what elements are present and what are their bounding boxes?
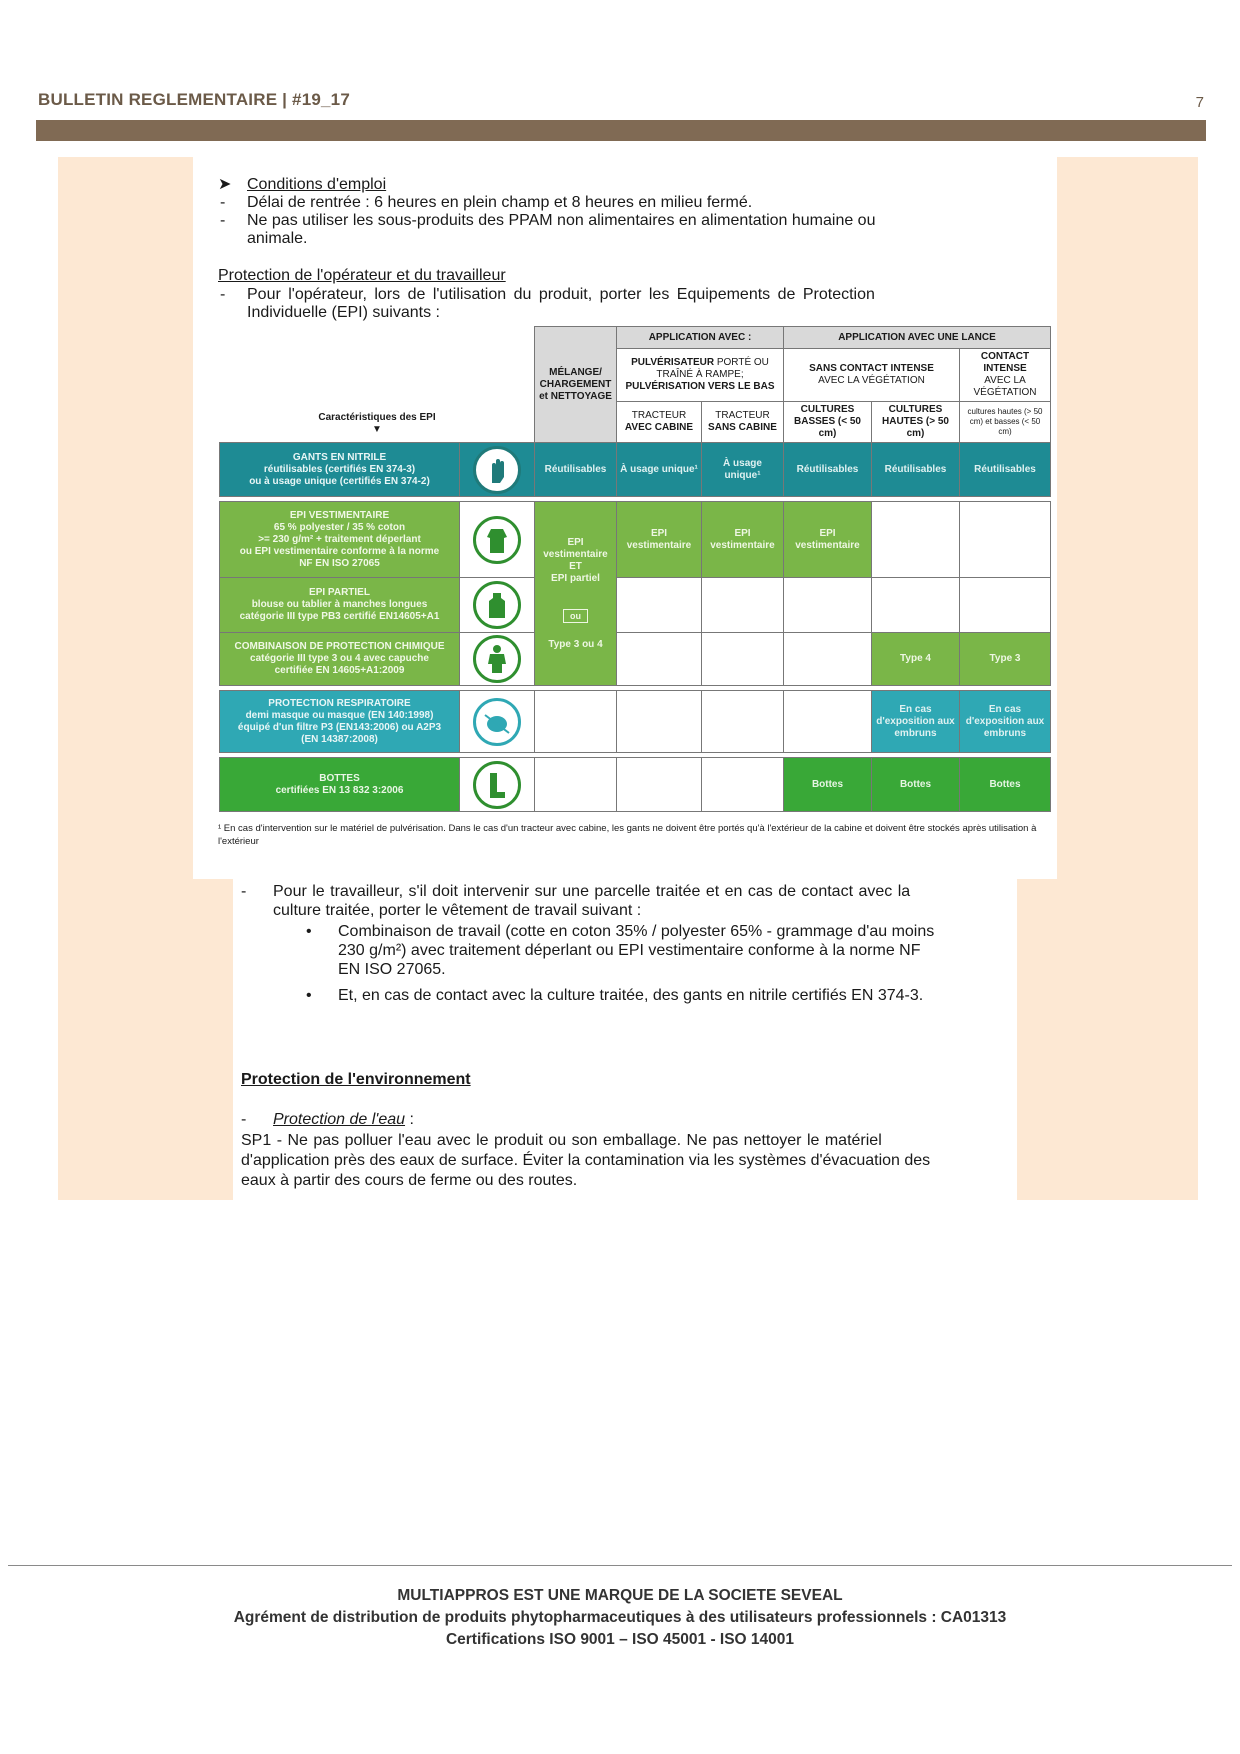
respiratoire-contact: En cas d'exposition aux embruns bbox=[960, 691, 1051, 753]
melange-et: ET bbox=[569, 560, 582, 572]
sp1-line-2: d'application près des eaux de surface. Éviter la contamination via les systèmes d'évacuation des bbox=[241, 1152, 931, 1169]
dash: - bbox=[220, 286, 226, 303]
contact-intense-text: AVEC LA VÉGÉTATION bbox=[973, 375, 1037, 398]
empty-cell bbox=[872, 578, 960, 633]
partiel-label-line: blouse ou tablier à manches longues bbox=[251, 599, 428, 610]
vestimentaire-label-line: EPI VESTIMENTAIRE bbox=[289, 509, 390, 521]
table-row-combinaison bbox=[220, 633, 1051, 686]
dash: - bbox=[241, 883, 247, 900]
gants-label-line: réutilisables (certifiés EN 374-3) bbox=[263, 463, 416, 475]
bullet-icon: • bbox=[306, 987, 312, 1004]
dash: - bbox=[241, 1111, 247, 1128]
conditions-item-2: Ne pas utiliser les sous-produits des PPAM non alimentaires en alimentation humaine ou bbox=[247, 212, 876, 229]
gants-melange: Réutilisables bbox=[535, 443, 617, 497]
travailleur-bullet-1-line-2: 230 g/m²) avec traitement déperlant ou EPI vestimentaire conforme à la norme NF bbox=[338, 942, 921, 959]
cultures-hautes-header: CULTURES HAUTES (> 50 cm) bbox=[872, 402, 960, 443]
travailleur-bullet-1-line-3: EN ISO 27065. bbox=[338, 961, 446, 978]
travailleur-bullet-2: Et, en cas de contact avec la culture traitée, des gants en nitrile certifiés EN 374-3. bbox=[338, 987, 924, 1004]
contact-intense-bold: CONTACT INTENSE bbox=[980, 351, 1030, 374]
vestimentaire-basses: EPI vestimentaire bbox=[784, 502, 872, 578]
vestimentaire-avec-cabine: EPI vestimentaire bbox=[617, 502, 702, 578]
melange-epi-partiel: EPI partiel bbox=[551, 572, 600, 584]
boots-icon bbox=[473, 761, 521, 809]
bottes-icon-cell bbox=[460, 758, 535, 812]
respiratoire-hautes: En cas d'exposition aux embruns bbox=[872, 691, 960, 753]
sans-cabine-header bbox=[702, 402, 784, 443]
sans-contact-header bbox=[784, 349, 960, 402]
corner-label: Caractéristiques des EPI bbox=[318, 412, 436, 423]
empty-cell bbox=[784, 578, 872, 633]
respiratoire-label-line: demi masque ou masque (EN 140:1998) bbox=[245, 709, 434, 721]
combinaison-icon-cell bbox=[460, 633, 535, 686]
footer-line-3: Certifications ISO 9001 – ISO 45001 - ISO 14001 bbox=[445, 1631, 795, 1648]
partiel-label-line: catégorie III type PB3 certifié EN14605+A1 bbox=[239, 611, 440, 622]
avec-cabine-header bbox=[617, 402, 702, 443]
melange-header: MÉLANGE/ CHARGEMENT et NETTOYAGE bbox=[535, 327, 617, 443]
gloves-icon bbox=[473, 446, 521, 494]
cultures-basses-header: CULTURES BASSES (< 50 cm) bbox=[784, 402, 872, 443]
sans-cabine-label: SANS CABINE bbox=[708, 422, 777, 433]
conditions-title: Conditions d'emploi bbox=[247, 176, 387, 193]
environnement-title: Protection de l'environnement bbox=[241, 1071, 471, 1088]
respiratoire-label-line: équipé d'un filtre P3 (EN143:2006) ou A2P3 bbox=[237, 721, 442, 733]
bullet-icon: • bbox=[306, 923, 312, 940]
apron-icon bbox=[473, 581, 521, 629]
empty-cell bbox=[702, 633, 784, 686]
melange-epi-vestimentaire: EPI vestimentaire bbox=[543, 536, 608, 560]
empty-cell bbox=[702, 758, 784, 812]
bottes-label bbox=[220, 758, 460, 812]
melange-type: Type 3 ou 4 bbox=[548, 638, 603, 650]
empty-cell bbox=[784, 691, 872, 753]
table-row-partiel bbox=[220, 578, 1051, 633]
travailleur-bullet-1-line-1: Combinaison de travail (cotte en coton 35% / polyester 65% - grammage d'au moins bbox=[338, 923, 935, 940]
gants-hautes: Réutilisables bbox=[872, 443, 960, 497]
operateur-intro-2: Individuelle (EPI) suivants : bbox=[247, 304, 440, 321]
empty-cell bbox=[960, 502, 1051, 578]
vestimentaire-label-line: >= 230 g/m² + traitement déperlant bbox=[258, 533, 421, 545]
respiratoire-label-line: PROTECTION RESPIRATOIRE bbox=[268, 697, 411, 709]
gants-avec-cabine: À usage unique¹ bbox=[617, 443, 702, 497]
table-row-bottes bbox=[220, 758, 1051, 812]
respiratoire-label-line: (EN 14387:2008) bbox=[301, 733, 378, 745]
gants-label-line: ou à usage unique (certifiés EN 374-2) bbox=[249, 475, 430, 487]
combinaison-label bbox=[220, 633, 460, 686]
dash: - bbox=[220, 212, 226, 229]
vestimentaire-label-line: 65 % polyester / 35 % coton bbox=[273, 521, 406, 533]
respiratoire-icon-cell bbox=[460, 691, 535, 753]
sans-contact-bold: SANS CONTACT INTENSE bbox=[809, 363, 934, 374]
empty-cell bbox=[872, 502, 960, 578]
combinaison-contact: Type 3 bbox=[960, 633, 1051, 686]
pulverisateur-text: PORTÉ OU TRAÎNÉ À RAMPE; bbox=[656, 357, 769, 380]
header-bar bbox=[36, 120, 1206, 141]
empty-cell bbox=[617, 578, 702, 633]
page-number: 7 bbox=[1195, 94, 1204, 111]
partiel-label-line: EPI PARTIEL bbox=[309, 587, 370, 598]
protection-operateur-title: Protection de l'opérateur et du travailleur bbox=[218, 267, 506, 284]
respirator-icon bbox=[473, 698, 521, 746]
vestimentaire-icon-cell bbox=[460, 502, 535, 578]
conditions-item-2-cont: animale. bbox=[247, 230, 308, 247]
pulverisateur-header bbox=[617, 349, 784, 402]
empty-cell bbox=[960, 578, 1051, 633]
empty-cell bbox=[535, 758, 617, 812]
partiel-label bbox=[220, 578, 460, 633]
vestimentaire-label-line: NF EN ISO 27065 bbox=[299, 557, 380, 569]
sp1-line-3: eaux à partir des cours de ferme ou des routes. bbox=[241, 1172, 578, 1189]
travailleur-line-1: Pour le travailleur, s'il doit intervenir sur une parcelle traitée et en cas de contact avec la bbox=[273, 883, 911, 900]
eau-title: Protection de l'eau bbox=[273, 1111, 406, 1128]
empty-cell bbox=[617, 633, 702, 686]
tracteur-label: TRACTEUR bbox=[715, 410, 770, 421]
bottes-label-line: certifiées EN 13 832 3:2006 bbox=[275, 784, 404, 796]
bottes-basses: Bottes bbox=[784, 758, 872, 812]
table-footnote: ¹ En cas d'intervention sur le matériel de pulvérisation. Dans le cas d'un tracteur avec cabine, les gants ne doivent être portés qu'à l'extérieur de la cabine et doivent être stockés après utilisation à l'extérieur bbox=[218, 823, 1037, 847]
footer-divider bbox=[8, 1565, 1232, 1566]
dash: - bbox=[220, 194, 226, 211]
vestimentaire-melange bbox=[535, 502, 617, 686]
garment-icon bbox=[473, 516, 521, 564]
footer-line-2: Agrément de distribution de produits phytopharmaceutiques à des utilisateurs professionnels : CA01313 bbox=[233, 1609, 1007, 1626]
sp1-line-1: SP1 - Ne pas polluer l'eau avec le produit ou son emballage. Ne pas nettoyer le matériel bbox=[241, 1132, 882, 1149]
application-avec-header: APPLICATION AVEC : bbox=[617, 327, 784, 349]
table-row-respiratoire bbox=[220, 691, 1051, 753]
travailleur-line-2: culture traitée, porter le vêtement de travail suivant : bbox=[273, 902, 642, 919]
bottes-label-line: BOTTES bbox=[319, 772, 360, 784]
empty-cell bbox=[617, 758, 702, 812]
table-row-vestimentaire bbox=[220, 502, 1051, 578]
conditions-item-1: Délai de rentrée : 6 heures en plein champ et 8 heures en milieu fermé. bbox=[247, 194, 753, 211]
pulverisateur-bold: PULVÉRISATEUR bbox=[631, 357, 715, 368]
epi-characteristics-header bbox=[220, 327, 535, 443]
gants-contact: Réutilisables bbox=[960, 443, 1051, 497]
contact-intense-header bbox=[960, 349, 1051, 402]
conditions-arrow: ➤ bbox=[218, 176, 232, 193]
respiratoire-label bbox=[220, 691, 460, 753]
avec-cabine-label: AVEC CABINE bbox=[624, 422, 694, 433]
bottes-hautes: Bottes bbox=[872, 758, 960, 812]
coverall-icon bbox=[473, 635, 521, 683]
pulverisation-bas: PULVÉRISATION VERS LE BAS bbox=[625, 381, 775, 392]
footer-line-1: MULTIAPPROS EST UNE MARQUE DE LA SOCIETE SEVEAL bbox=[397, 1587, 843, 1604]
operateur-intro-1: Pour l'opérateur, lors de l'utilisation du produit, porter les Equipements de Protection bbox=[247, 286, 875, 303]
combinaison-label-line: COMBINAISON DE PROTECTION CHIMIQUE bbox=[234, 641, 445, 652]
vestimentaire-label bbox=[220, 502, 460, 578]
epi-table bbox=[219, 326, 1051, 812]
gants-label bbox=[220, 443, 460, 497]
empty-cell bbox=[535, 691, 617, 753]
bottes-contact: Bottes bbox=[960, 758, 1051, 812]
vestimentaire-sans-cabine: EPI vestimentaire bbox=[702, 502, 784, 578]
sans-contact-text: AVEC LA VÉGÉTATION bbox=[818, 375, 925, 386]
vestimentaire-label-line: ou EPI vestimentaire conforme à la norme bbox=[239, 545, 440, 557]
gants-icon-cell bbox=[460, 443, 535, 497]
combinaison-label-line: certifiée EN 14605+A1:2009 bbox=[274, 665, 405, 676]
empty-cell bbox=[702, 691, 784, 753]
application-lance-header: APPLICATION AVEC UNE LANCE bbox=[784, 327, 1051, 349]
down-arrow-icon: ▼ bbox=[372, 424, 382, 435]
ou-box: ou bbox=[563, 609, 588, 623]
gants-basses: Réutilisables bbox=[784, 443, 872, 497]
table-row-gants bbox=[220, 443, 1051, 497]
empty-cell bbox=[702, 578, 784, 633]
bulletin-title: BULLETIN REGLEMENTAIRE | #19_17 bbox=[38, 90, 350, 109]
eau-title-line bbox=[273, 1111, 414, 1129]
gants-sans-cabine: À usage unique¹ bbox=[702, 443, 784, 497]
tracteur-label: TRACTEUR bbox=[631, 410, 687, 421]
combinaison-hautes: Type 4 bbox=[872, 633, 960, 686]
empty-cell bbox=[617, 691, 702, 753]
eau-suffix: : bbox=[405, 1111, 414, 1128]
empty-cell bbox=[784, 633, 872, 686]
cultures-mix-header: cultures hautes (> 50 cm) et basses (< 50 cm) bbox=[960, 402, 1051, 443]
combinaison-label-line: catégorie III type 3 ou 4 avec capuche bbox=[250, 653, 429, 664]
partiel-icon-cell bbox=[460, 578, 535, 633]
gants-label-line: GANTS EN NITRILE bbox=[292, 451, 387, 463]
